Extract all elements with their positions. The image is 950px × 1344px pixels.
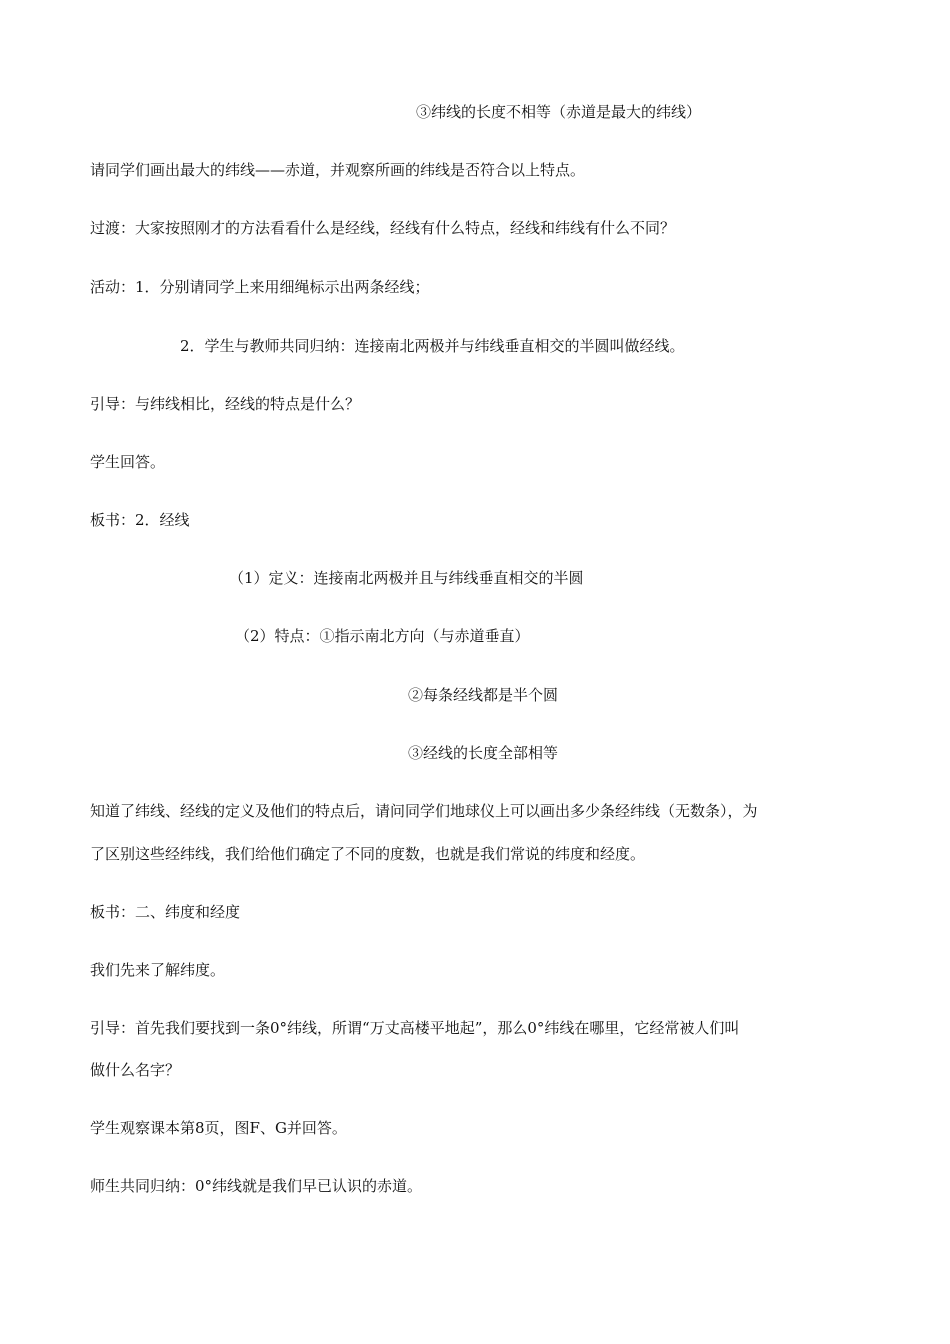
student-answer: 学生回答。 bbox=[90, 453, 166, 471]
board-heading-meridian: 板书：2．经线 bbox=[90, 511, 190, 529]
guide-zero-latitude-line-1: 引导：首先我们要找到一条0°纬线，所谓“万丈高楼平地起”，那么0°纬线在哪里，它经常被人们叫 bbox=[90, 1019, 740, 1037]
meridian-feature-3: ③经线的长度全部相等 bbox=[408, 744, 559, 762]
latitude-length-point: ③纬线的长度不相等（赤道是最大的纬线） bbox=[416, 103, 702, 121]
guide-zero-latitude-line-2: 做什么名字？ bbox=[90, 1061, 181, 1079]
transition-paragraph: 过渡：大家按照刚才的方法看看什么是经线，经线有什么特点，经线和纬线有什么不同？ bbox=[90, 219, 676, 237]
conclusion-equator: 师生共同归纳：0°纬线就是我们早已认识的赤道。 bbox=[90, 1177, 423, 1195]
meridian-definition: （1）定义：连接南北两极并且与纬线垂直相交的半圆 bbox=[229, 569, 584, 587]
draw-equator-instruction: 请同学们画出最大的纬线——赤道，并观察所画的纬线是否符合以上特点。 bbox=[90, 161, 586, 179]
student-observe-textbook: 学生观察课本第8页，图F、G并回答。 bbox=[90, 1119, 347, 1137]
latitude-intro: 我们先来了解纬度。 bbox=[90, 961, 226, 979]
meridian-feature-2: ②每条经线都是半个圆 bbox=[408, 686, 559, 704]
board-heading-latitude-longitude: 板书：二、纬度和经度 bbox=[90, 903, 241, 921]
meridian-feature-1: （2）特点：①指示南北方向（与赤道垂直） bbox=[235, 627, 530, 645]
activity-step-1: 活动：1．分别请同学上来用细绳标示出两条经线； bbox=[90, 278, 430, 296]
paragraph-line-1: 知道了纬线、经线的定义及他们的特点后，请问同学们地球仪上可以画出多少条经纬线（无数条），为 bbox=[90, 802, 758, 820]
activity-step-2: 2．学生与教师共同归纳：连接南北两极并与纬线垂直相交的半圆叫做经线。 bbox=[180, 337, 685, 355]
guide-question: 引导：与纬线相比，经线的特点是什么？ bbox=[90, 395, 361, 413]
paragraph-line-2: 了区别这些经纬线，我们给他们确定了不同的度数，也就是我们常说的纬度和经度。 bbox=[90, 845, 646, 863]
